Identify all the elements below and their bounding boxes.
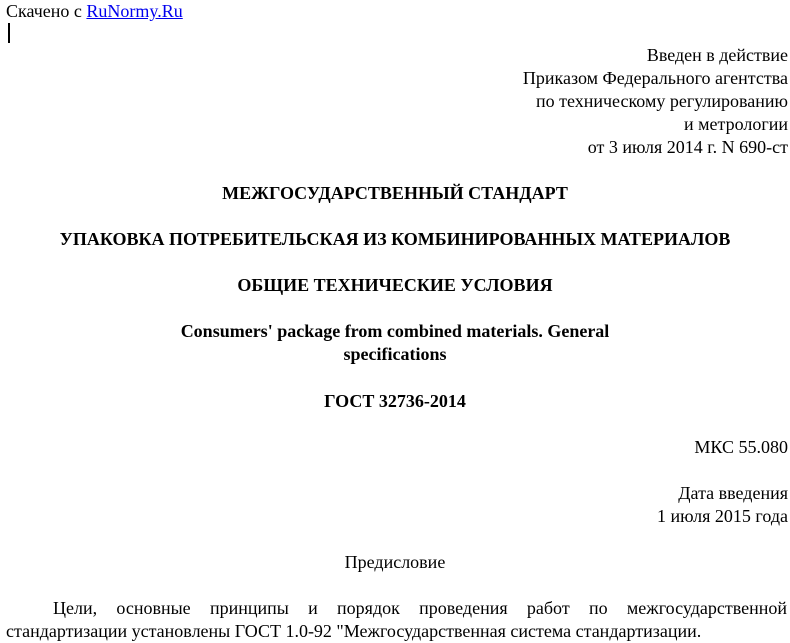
source-prefix: Скачено с [6, 1, 87, 21]
intro-line-5: от 3 июля 2014 г. N 690-ст [587, 137, 788, 157]
mks-code: МКС 55.080 [694, 437, 788, 457]
gost-number: ГОСТ 32736-2014 [324, 391, 466, 411]
intro-date-value: 1 июля 2015 года [657, 506, 788, 526]
intro-line-4: и метрологии [684, 114, 788, 134]
english-title-line-1: Consumers' package from combined materials. General [180, 321, 610, 341]
intro-date-label: Дата введения [678, 483, 788, 503]
document-title: УПАКОВКА ПОТРЕБИТЕЛЬСКАЯ ИЗ КОМБИНИРОВАННЫХ МАТЕРИАЛОВ [59, 229, 731, 249]
document-subtitle: ОБЩИЕ ТЕХНИЧЕСКИЕ УСЛОВИЯ [237, 275, 553, 295]
preface-paragraph: Цели, основные принципы и порядок проведения работ по межгосударственной стандартизации установлены ГОСТ 1.0-92 "Межгосударственная система стандартизации. [6, 598, 787, 641]
source-link[interactable]: RuNormy.Ru [86, 1, 183, 21]
intro-line-2: Приказом Федерального агентства [522, 68, 788, 88]
english-title-line-2: specifications [343, 344, 447, 364]
preface-heading: Предисловие [344, 552, 446, 572]
intro-line-1: Введен в действие [646, 45, 788, 65]
text-cursor [8, 23, 10, 43]
intro-line-3: по техническому регулированию [535, 91, 788, 111]
source-line [6, 0, 183, 22]
interstate-standard-heading: МЕЖГОСУДАРСТВЕННЫЙ СТАНДАРТ [222, 183, 568, 203]
